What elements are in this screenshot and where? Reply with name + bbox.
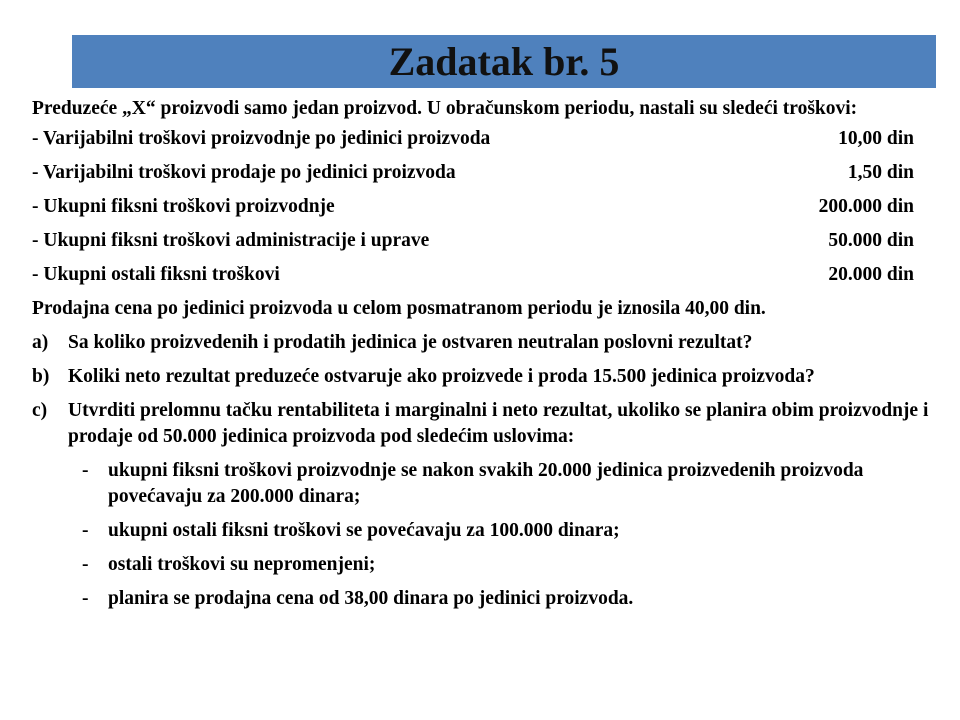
- cost-label: - Ukupni fiksni troškovi administracije i uprave: [32, 230, 430, 251]
- cost-row: [32, 262, 944, 288]
- question-b: [32, 364, 944, 390]
- cost-row: [32, 228, 944, 254]
- condition-text: ukupni fiksni troškovi proizvodnje se nakon svakih 20.000 jedinica proizvedenih proizvoda povećavaju za 200.000 dinara;: [108, 460, 864, 507]
- condition-text: ukupni ostali fiksni troškovi se povećavaju za 100.000 dinara;: [108, 520, 620, 541]
- question-text: Sa koliko proizvedenih i prodatih jedinica je ostvaren neutralan poslovni rezultat?: [68, 332, 753, 353]
- cost-value: 200.000 din: [818, 196, 914, 217]
- cost-row: [32, 160, 944, 186]
- condition-dash: -: [82, 460, 89, 481]
- condition-dash: -: [82, 554, 89, 575]
- cost-row: [32, 126, 944, 152]
- cost-row: [32, 194, 944, 220]
- cost-value: 20.000 din: [828, 264, 914, 285]
- title-bar: [72, 35, 936, 88]
- question-letter: c): [32, 400, 48, 421]
- intro-paragraph: Preduzeće „X“ proizvodi samo jedan proizvod. U obračunskom periodu, nastali su sledeći troškovi:: [32, 98, 858, 119]
- question-c: [32, 398, 944, 450]
- slide-content: [32, 96, 944, 620]
- cost-label: - Varijabilni troškovi prodaje po jedinici proizvoda: [32, 162, 456, 183]
- condition-item: [82, 458, 944, 510]
- cost-label: - Ukupni ostali fiksni troškovi: [32, 264, 280, 285]
- condition-text: planira se prodajna cena od 38,00 dinara po jedinici proizvoda.: [108, 588, 634, 609]
- question-letter: a): [32, 332, 49, 353]
- cost-value: 10,00 din: [838, 128, 914, 149]
- cost-value: 1,50 din: [847, 162, 914, 183]
- question-a: [32, 330, 944, 356]
- question-text: Koliki neto rezultat preduzeće ostvaruje ako proizvede i proda 15.500 jedinica proizvoda?: [68, 366, 815, 387]
- question-text: Utvrditi prelomnu tačku rentabiliteta i marginalni i neto rezultat, ukoliko se planira obim proizvodnje i prodaje od 50.000 jedinica proizvoda pod sledećim uslovima:: [68, 400, 929, 447]
- question-letter: b): [32, 366, 50, 387]
- condition-item: [82, 552, 944, 578]
- condition-item: [82, 518, 944, 544]
- price-paragraph: Prodajna cena po jedinici proizvoda u celom posmatranom periodu je iznosila 40,00 din.: [32, 298, 766, 319]
- cost-label: - Ukupni fiksni troškovi proizvodnje: [32, 196, 335, 217]
- condition-dash: -: [82, 520, 89, 541]
- cost-value: 50.000 din: [828, 230, 914, 251]
- slide-title: Zadatak br. 5: [388, 38, 620, 84]
- condition-item: [82, 586, 944, 612]
- condition-dash: -: [82, 588, 89, 609]
- condition-text: ostali troškovi su nepromenjeni;: [108, 554, 376, 575]
- cost-label: - Varijabilni troškovi proizvodnje po jedinici proizvoda: [32, 128, 491, 149]
